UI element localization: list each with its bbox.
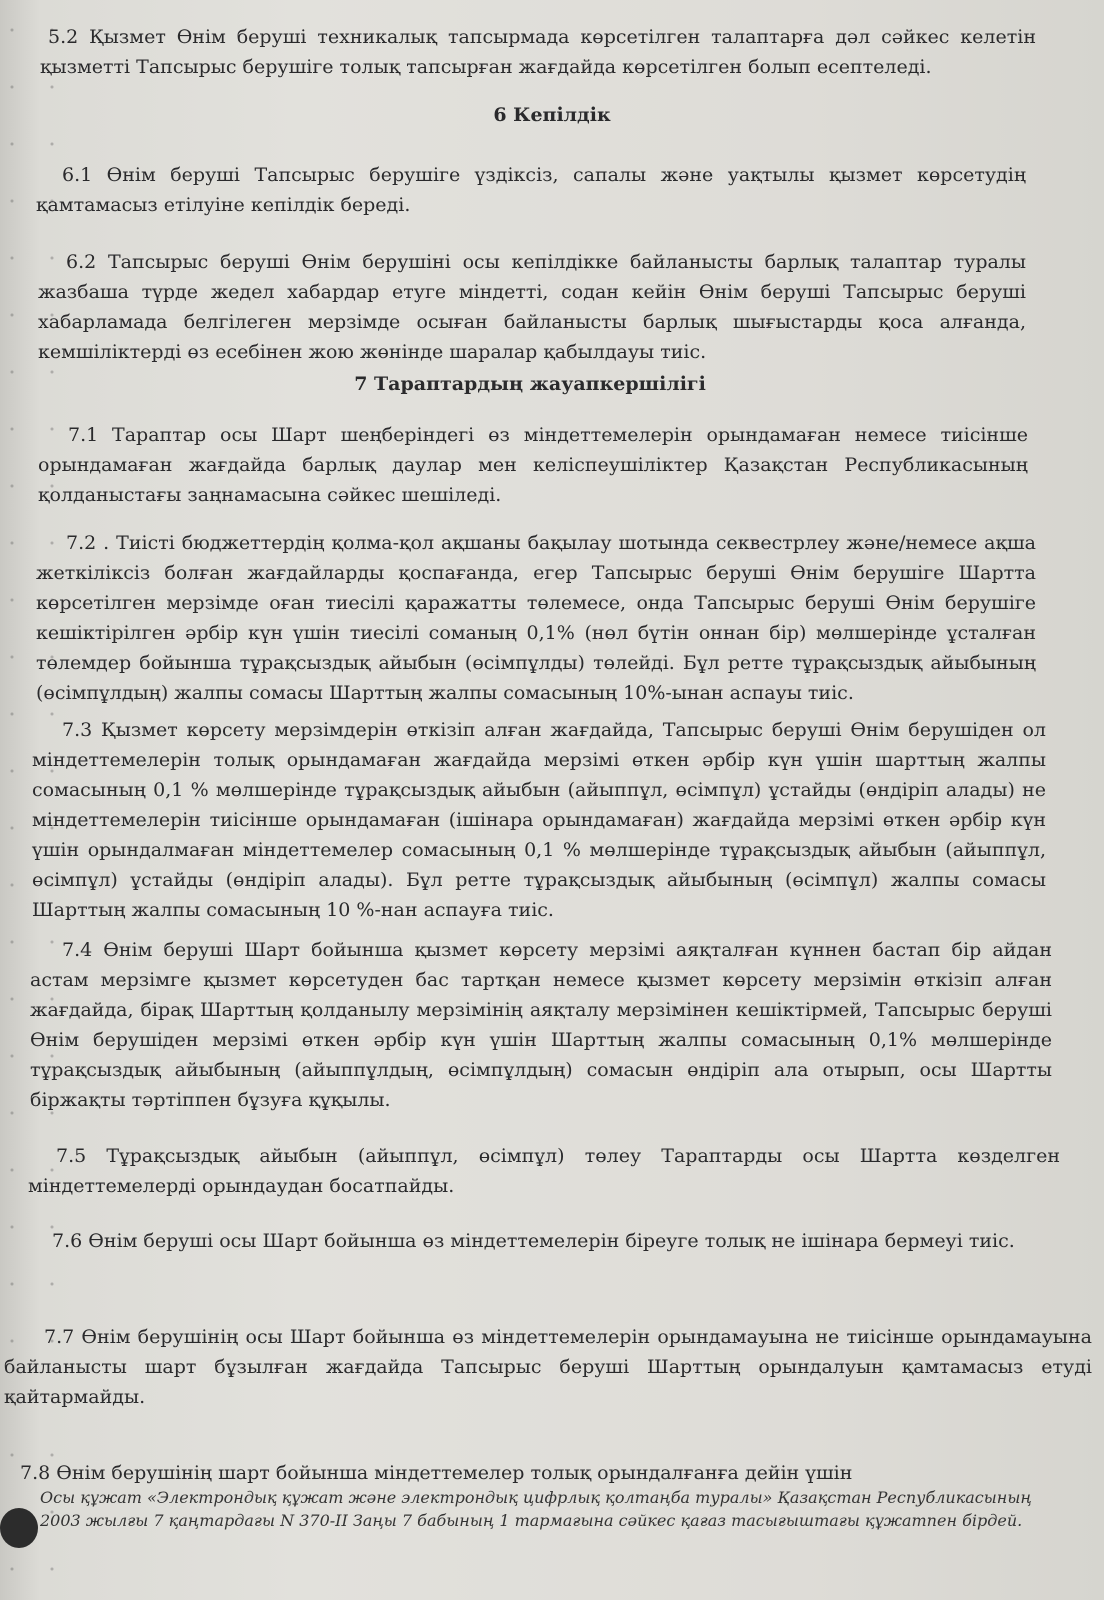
heading-section-7: 7 Тараптардың жауапкершілігі xyxy=(354,373,706,395)
footer-legal-note: Осы құжат «Электрондық құжат және электрондық цифрлық қолтаңба туралы» Қазақстан Республикасының 2003 жылғы 7 қаңтардағы N 370-II Заңы 7 бабының 1 тармағына сәйкес қағаз тасығыштағы құжатпен бірдей. xyxy=(40,1488,1032,1530)
paragraph-6-1: 6.1 Өнім беруші Тапсырыс берушіге үздіксіз, сапалы және уақтылы қызмет көрсетудің қамтамасыз етілуіне кепілдік береді. xyxy=(36,164,1026,216)
paragraph-5-2: 5.2 Қызмет Өнім беруші техникалық тапсырмада көрсетілген талаптарға дәл сәйкес келетін қызметті Тапсырыс берушіге толық тапсырған жағдайда көрсетілген болып есептеледі. xyxy=(40,26,1036,78)
paragraph-7-2: 7.2 . Тиісті бюджеттердің қолма-қол ақшаны бақылау шотында секвестрлеу және/немесе ақша жеткіліксіз болған жағдайларды қоспағанда, егер Тапсырыс беруші Өнім берушіге Шартта көрсетілген мерзімде оған тиесілі қаражатты төлемесе, онда Тапсырыс беруші Өнім берушіге кешіктірілген әрбір күн үшін тиесілі соманың 0,1% (нөл бүтін оннан бір) мөлшерінде ұсталған төлемдер бойынша тұрақсыздық айыбын (өсімпұлды) төлейді. Бұл ретте тұрақсыздық айыбының (өсімпұлдың) жалпы сомасы Шарттың жалпы сомасының 10%-ынан аспауы тиіс. xyxy=(36,532,1036,704)
stamp-icon xyxy=(0,1508,38,1548)
paragraph-7-6: 7.6 Өнім беруші осы Шарт бойынша өз міндеттемелерін біреуге толық не ішінара бермеуі тиіс. xyxy=(52,1230,1015,1252)
paragraph-7-8-partial: 7.8 Өнім берушінің шарт бойынша міндеттемелер толық орындалғанға дейін үшін xyxy=(20,1462,853,1484)
paragraph-6-2: 6.2 Тапсырыс беруші Өнім берушіні осы кепілдікке байланысты барлық талаптар туралы жазбаша түрде жедел хабардар етуге міндетті, содан кейін Өнім беруші Тапсырыс беруші хабарламада белгілеген мерзімде осыған байланысты барлық шығыстарды қоса алғанда, кемшіліктерді өз есебінен жою жөнінде шаралар қабылдауы тиіс. xyxy=(38,251,1026,363)
paragraph-7-5: 7.5 Тұрақсыздық айыбын (айыппұл, өсімпұл) төлеу Тараптарды осы Шартта көзделген міндеттемелерді орындаудан босатпайды. xyxy=(28,1145,1060,1197)
paragraph-7-1: 7.1 Тараптар осы Шарт шеңберіндегі өз міндеттемелерін орындамаған немесе тиісінше орындамаған жағдайда барлық даулар мен келіспеушіліктер Қазақстан Республикасының қолданыстағы заңнамасына сәйкес шешіледі. xyxy=(38,424,1028,506)
paragraph-7-4: 7.4 Өнім беруші Шарт бойынша қызмет көрсету мерзімі аяқталған күннен бастап бір айдан астам мерзімге қызмет көрсетуден бас тартқан немесе қызмет көрсету мерзімін өткізіп алған жағдайда, бірақ Шарттың қолданылу мерзімінің аяқталу мерзімінен кешіктірмей, Тапсырыс беруші Өнім берушіден мерзімі өткен әрбір күн үшін Шарттың жалпы сомасының 0,1% мөлшерінде тұрақсыздық айыбының (айыппұлдың, өсімпұлдың) сомасын өндіріп ала отырып, осы Шартты біржақты тәртіппен бұзуға құқылы. xyxy=(30,939,1052,1111)
heading-section-6: 6 Кепілдік xyxy=(493,104,611,126)
paragraph-7-3: 7.3 Қызмет көрсету мерзімдерін өткізіп алған жағдайда, Тапсырыс беруші Өнім берушіден ол міндеттемелерін толық орындамаған жағдайда мерзімі өткен әрбір күн үшін шарттың жалпы сомасының 0,1 % мөлшерінде тұрақсыздық айыбын (айыппұл, өсімпұл) ұстайды (өндіріп алады) не міндеттемелерін тиісінше орындамаған (ішінара орындамаған) жағдайда мерзімі өткен әрбір күн үшін орындалмаған міндеттемелер сомасының 0,1 % мөлшерінде тұрақсыздық айыбын (айыппұл, өсімпұл) ұстайды (өндіріп алады). Бұл ретте тұрақсыздық айыбының (өсімпұл) жалпы сомасы Шарттың жалпы сомасының 10 %-нан аспауға тиіс. xyxy=(32,719,1046,921)
paragraph-7-7: 7.7 Өнім берушінің осы Шарт бойынша өз міндеттемелерін орындамауына не тиісінше орындамауына байланысты шарт бұзылған жағдайда Тапсырыс беруші Шарттың орындалуын қамтамасыз етуді қайтармайды. xyxy=(4,1326,1092,1408)
